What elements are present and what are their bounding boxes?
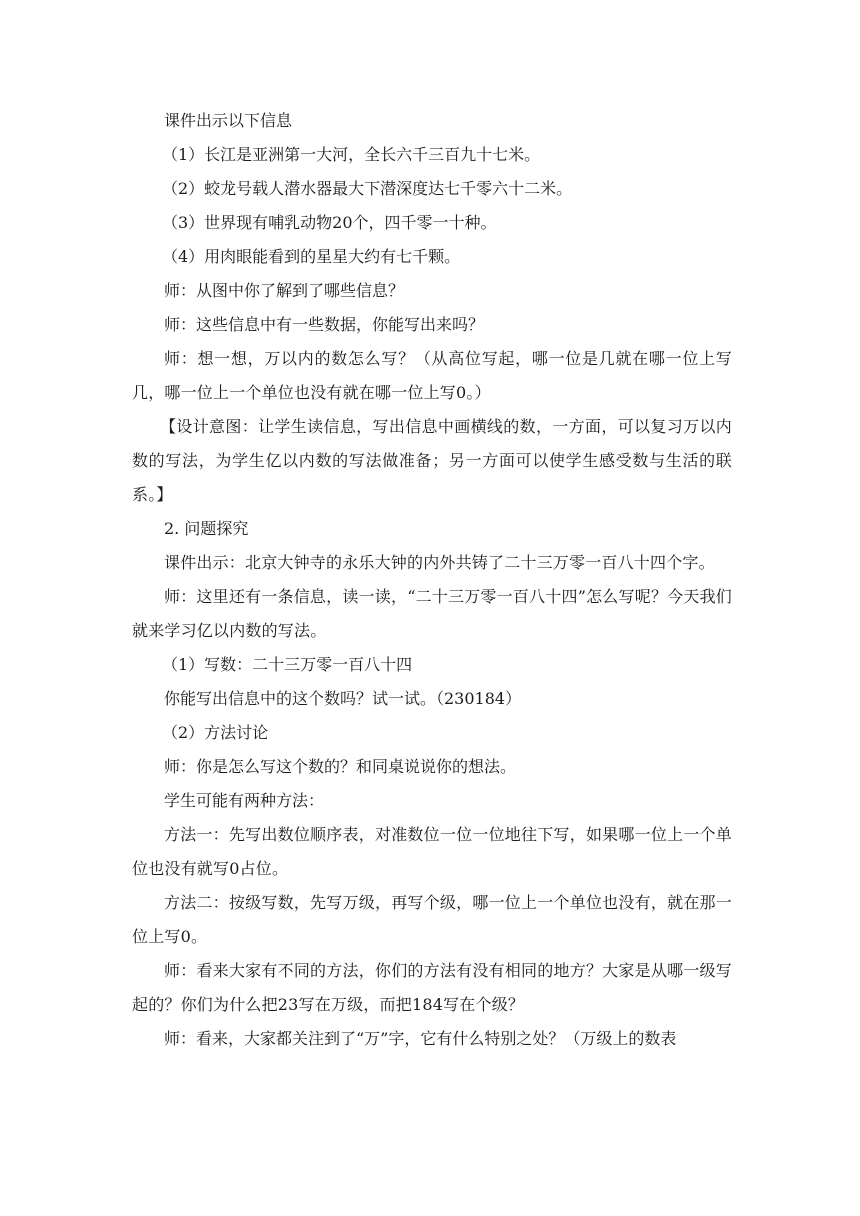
paragraph-teacher-question-3: 师：想一想，万以内的数怎么写？（从高位写起，哪一位是几就在哪一位上写几，哪一位上一个单位也没有就在哪一位上写0。） [132, 349, 732, 402]
paragraph-courseware-intro: 课件出示以下信息 [164, 111, 293, 130]
paragraph-teacher-how: 师：你是怎么写这个数的？和同桌说说你的想法。 [164, 757, 517, 776]
paragraph-write-number: （1）写数：二十三万零一百八十四 [162, 655, 413, 674]
paragraph-courseware-bell: 课件出示：北京大钟寺的永乐大钟的内外共铸了二十三万零一百八十四个字。 [164, 553, 715, 572]
paragraph-info-2: （2）蛟龙号载人潜水器最大下潜深度达七千零六十二米。 [162, 179, 573, 198]
paragraph-teacher-wan: 师：看来，大家都关注到了“万”字，它有什么特别之处？（万级上的数表 [164, 1029, 677, 1048]
paragraph-method-two: 方法二：按级写数，先写万级，再写个级，哪一位上一个单位也没有，就在那一位上写0。 [132, 893, 732, 946]
paragraph-teacher-read: 师：这里还有一条信息，读一读，“二十三万零一百八十四”怎么写呢？今天我们就来学习亿以内数的写法。 [132, 587, 732, 640]
paragraph-info-4: （4）用肉眼能看到的星星大约有七千颗。 [162, 247, 461, 266]
paragraph-teacher-question-2: 师：这些信息中有一些数据，你能写出来吗？ [164, 315, 485, 334]
paragraph-two-methods: 学生可能有两种方法： [164, 791, 325, 810]
section-heading-problem-exploration: 2. 问题探究 [164, 519, 249, 538]
paragraph-teacher-question-1: 师：从图中你了解到了哪些信息？ [164, 281, 405, 300]
paragraph-design-intent: 【设计意图：让学生读信息，写出信息中画横线的数，一方面，可以复习万以内数的写法，为学生亿以内数的写法做准备；另一方面可以使学生感受数与生活的联系。】 [132, 417, 732, 504]
paragraph-method-discussion: （2）方法讨论 [162, 723, 269, 742]
paragraph-try-it: 你能写出信息中的这个数吗？试一试。（230184） [164, 689, 522, 708]
document-body [132, 104, 732, 1056]
paragraph-info-1: （1）长江是亚洲第一大河，全长六千三百九十七米。 [162, 145, 541, 164]
paragraph-info-3: （3）世界现有哺乳动物20个，四千零一十种。 [162, 213, 497, 232]
paragraph-method-one: 方法一：先写出数位顺序表，对准数位一位一位地往下写，如果哪一位上一个单位也没有就写0占位。 [132, 825, 732, 878]
paragraph-teacher-compare: 师：看来大家有不同的方法，你们的方法有没有相同的地方？大家是从哪一级写起的？你们为什么把23写在万级，而把184写在个级？ [132, 961, 732, 1014]
